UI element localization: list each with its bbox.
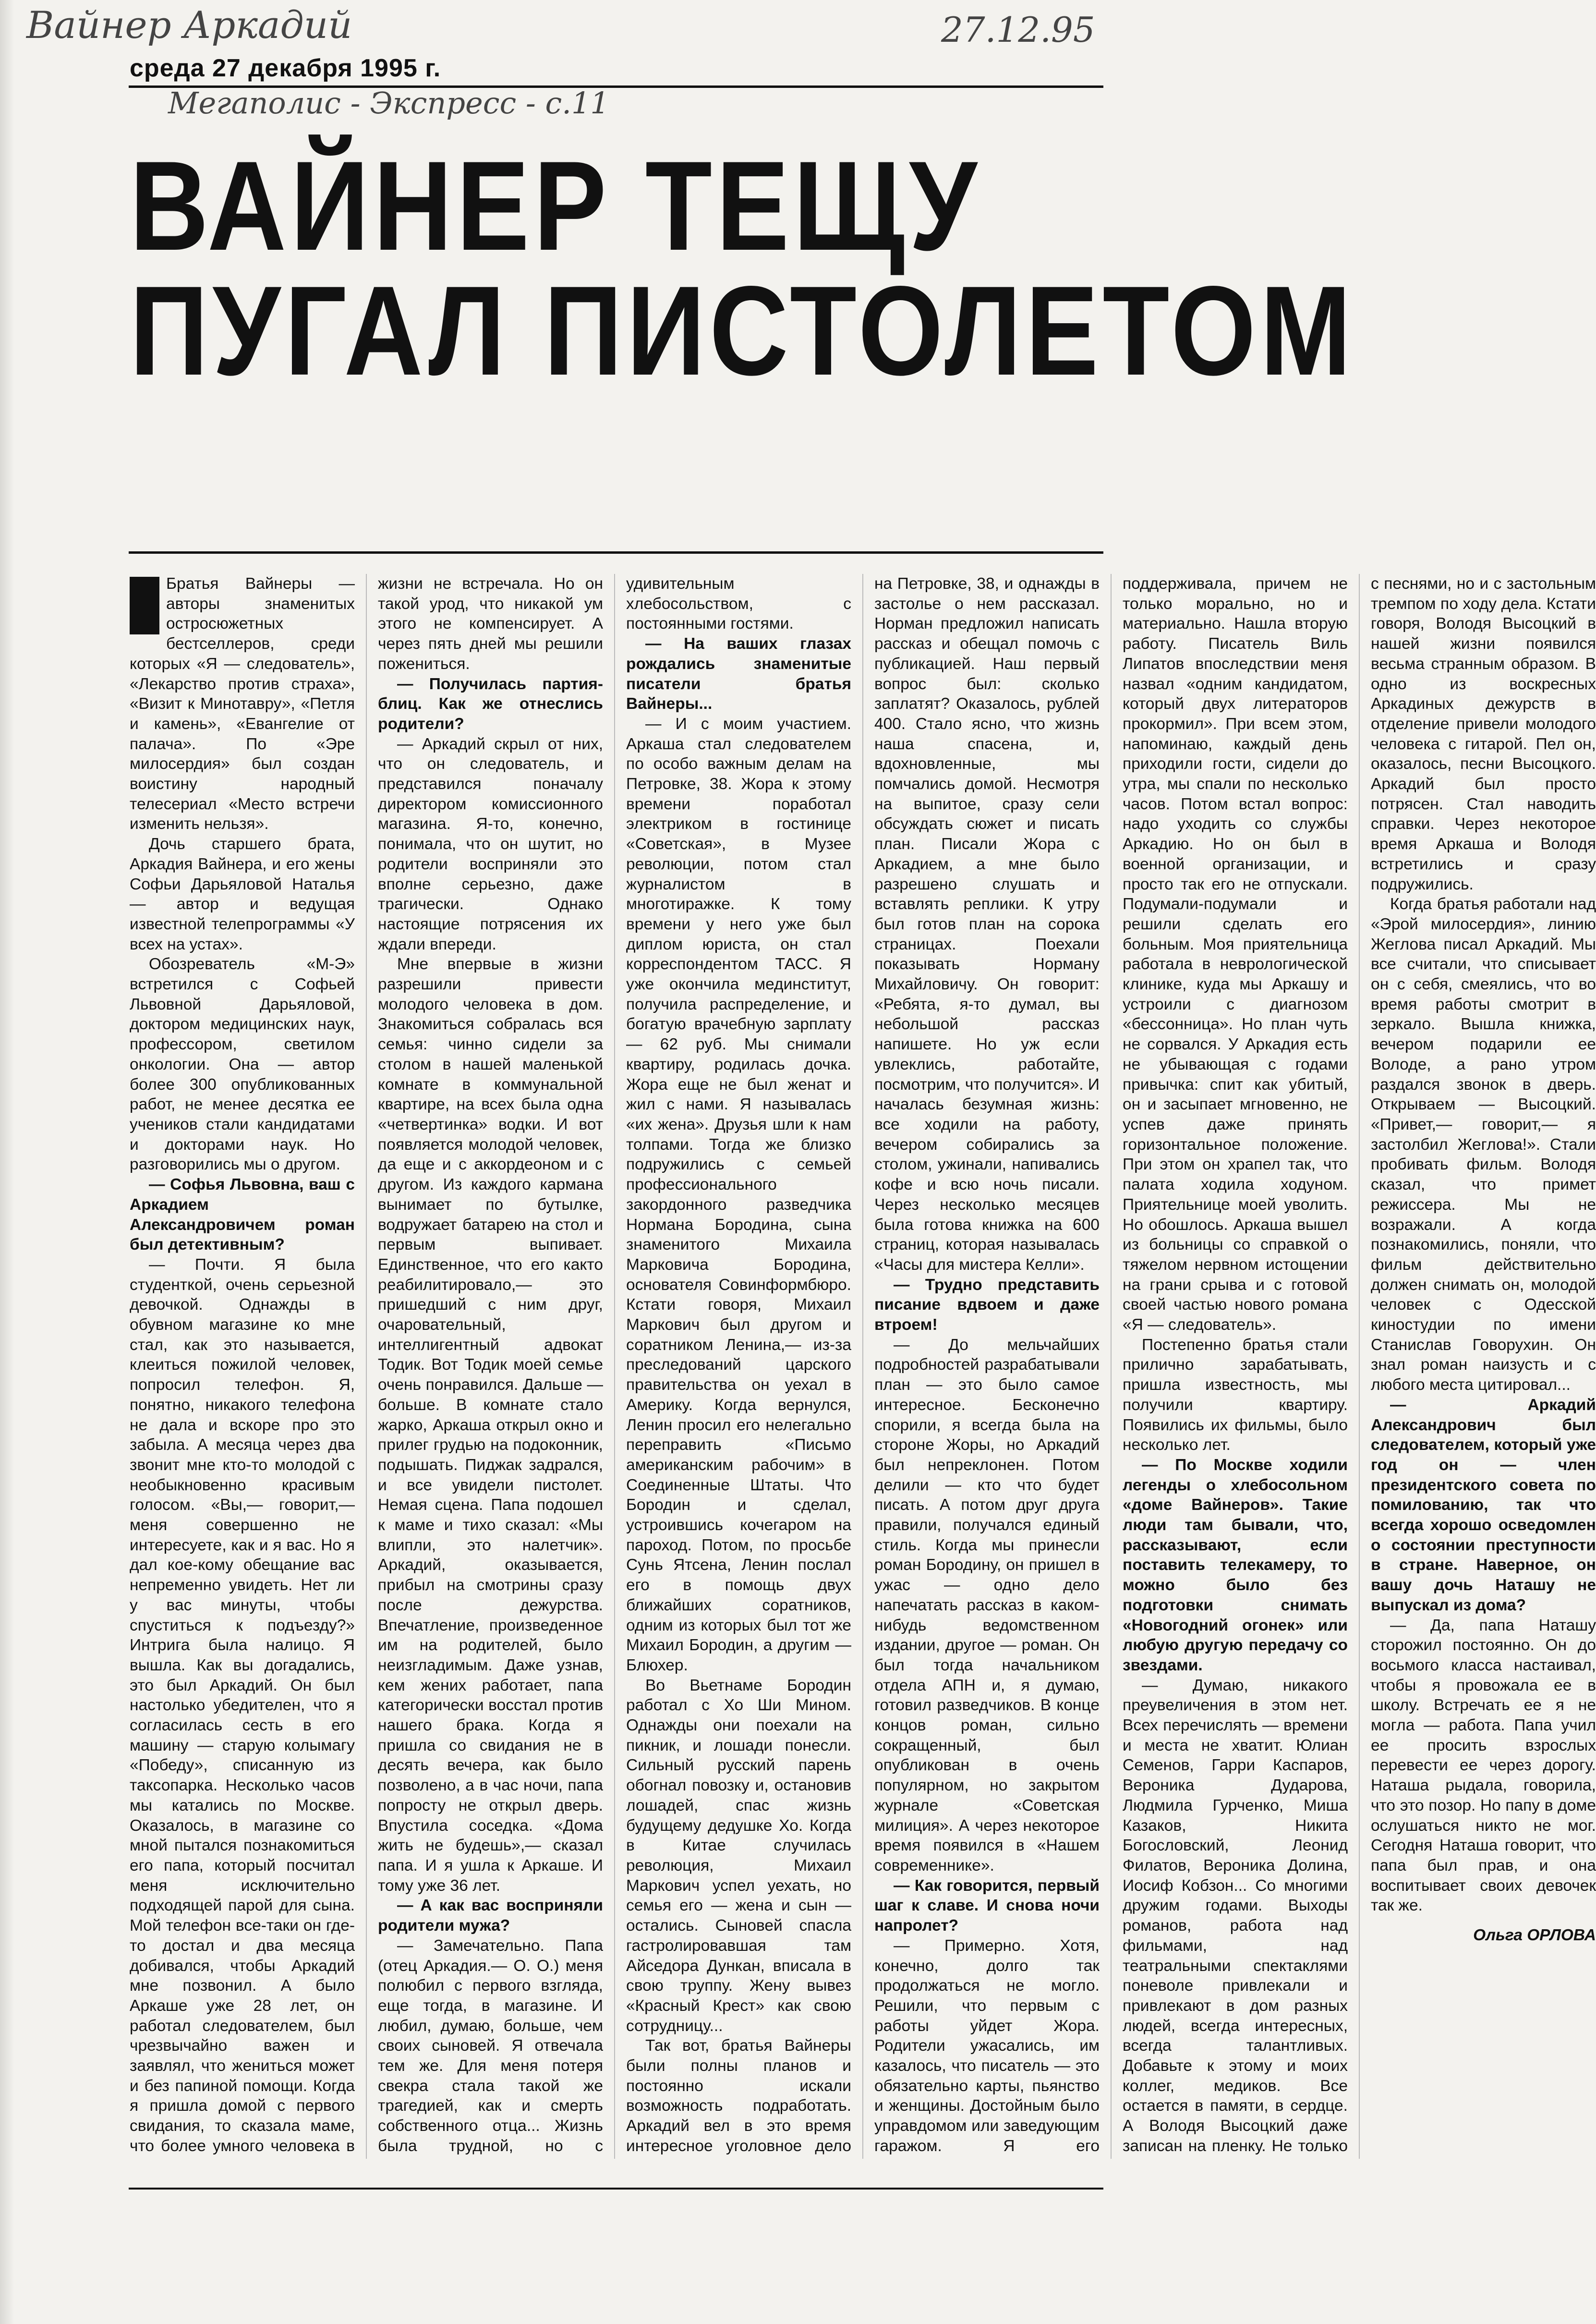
paragraph: — Думаю, никакого преувеличения в этом нет. Всех перечислять — времени и места не хватит. Юлиан Семенов, Гарри Каспаров, Вероника Дударова, Людмила Гурченко, Миша Казаков, Никита Богословский, Леонид Филатов, Вероника Долина, Иосиф Кобзон... Со многими дружим годами. Выходы романов, работа над фильмами, над театральными спектаклями поневоле привлекали и привлекают в дом разных людей, всегда интересных, всегда талантливых. Добавьте к этому и моих коллег, медиков. Все остается в памяти, в сердце. А Володя Высоцкий даже записан на пленку. Не только с песнями, но и с застольным тремпом по ходу дела. Кстати говоря, Володя Высоцкий в нашей жизни появился весьма странным образом. В одно из воскресных Аркадиных дежурств в отделение привели молодого человека с гитарой. Пел он, оказалось, песни Высоцкого. Аркадий был просто потрясен. Стал наводить справки. Через некоторое время Аркаша и Володя встретились и сразу подружились. xyxy=(1123,575,1596,2155)
paragraph: Во Вьетнаме Бородин работал с Хо Ши Мином. Однажды они поехали на пикник, и лошади понесли. Сильный русский парень обогнал повозку и, остановив лошадей, спас жизнь будущему дедушке Хо. Когда в Китае случилась революция, Михаил Маркович успел уехать, но семья его — жена и сын — остались. Сыновей спасла гастролировавшая там Айседора Дункан, вписала в свою труппу. Жену вывез «Красный Крест» как свою сотрудницу... xyxy=(626,1676,851,2035)
paragraph: Постепенно братья стали прилично зарабатывать, пришла известность, мы получили квартиру. Появились их фильмы, было несколько лет. xyxy=(1123,1336,1348,1454)
scan-edge xyxy=(0,0,14,2324)
author-byline: Ольга ОРЛОВА xyxy=(1473,1926,1596,1945)
paragraph: Мне впервые в жизни разрешили привести молодого человека в дом. Знакомиться собралась вся семья: чинно сидели за столом в нашей маленькой комнате в коммунальной квартире, на всех была одна «четвертинка» водки. И вот появляется молодой человек, да еще и с аккордеоном и с другом. Из каждого кармана вынимает по бутылке, водружает батарею на стол и первым выпивает. Единственное, что его както реабилитировало,— это пришедший с ним друг, очаровательный, интеллигентный адвокат Тодик. Вот Тодик моей семье очень понравился. Дальше — больше. В комнате стало жарко, Аркаша открыл окно и прилег грудью на подоконник, подышать. Пиджак задрался, и все увидели пистолет. Немая сцена. Папа подошел к маме и тихо сказал: «Мы влипли, это налетчик». Аркадий, оказывается, прибыл на смотрины сразу после дежурства. Впечатление, произведенное им на родителей, было неизгладимым. Даже узнав, кем жених работает, папа категорически восстал против нашего брака. Когда я пришла со свидания не в десять вечера, как было позволено, а в час ночи, папа попросту не открыл дверь. Впустила соседка. «Дома жить не будешь»,— сказал папа. И я ушла к Аркаше. И тому уже 36 лет. xyxy=(378,955,603,1895)
lead-paragraph: Братья Вайнеры — авторы знаменитых остросюжетных бестселлеров, среди которых «Я — следователь», «Лекарство против страха», «Визит к Минотавру», «Петля и камень», «Евангелие от палача». По «Эре милосердия» был создан воистину народный телесериал «Место встречи изменить нельзя». xyxy=(130,575,355,833)
question: — Аркадий Александрович был следователем, который уже год он — член президентского совета по помилованию, так что всегда хорошо осведомлен о состоянии преступности в стране. Наверное, он вашу дочь Наташу не выпускал из дома? xyxy=(1371,1396,1596,1614)
footer-rule xyxy=(129,2188,1103,2190)
question: — Трудно представить писание вдвоем и даже втроем! xyxy=(874,1276,1100,1334)
paragraph: Обозреватель «М-Э» встретился с Софьей Львовной Дарьяловой, доктором медицинских наук, профессором, светилом онкологии. Она — автор более 300 опубликованных работ, не менее десятка ее учеников стали кандидатами и докторами наук. Но разговорились мы о другом. xyxy=(130,955,355,1174)
headline-line-2: ПУГАЛ ПИСТОЛЕТОМ xyxy=(130,259,1355,402)
question: — А как вас восприняли родители мужа? xyxy=(378,1897,603,1935)
headline xyxy=(130,135,1355,402)
question: — Софья Львовна, ваш с Аркадием Александровичем роман был детективным? xyxy=(130,1176,355,1254)
handwritten-date: 27.12.95 xyxy=(941,10,1095,50)
question: — Как говорится, первый шаг к славе. И снова ночи напролет? xyxy=(874,1876,1100,1935)
handwritten-source: Мегаполис - Экспресс - с.11 xyxy=(168,85,609,121)
question: — На ваших глазах рождались знаменитые писатели братья Вайнеры... xyxy=(626,635,851,713)
paragraph: Когда братья работали над «Эрой милосердия», линию Жеглова писал Аркадий. Мы все считали, что списывает он с себя, смеялись, что во время работы смотрит в зеркало. Вышла книжка, вечером подарили ее Володе, а рано утром раздался звонок в дверь. Открываем — Высоцкий. «Привет,— говорит,— я застолбил Жеглова!». Стали пробивать фильм. Володя сказал, что примет режиссера. Мы не возражали. А когда познакомились, поняли, что фильм действительно должен снимать он, молодой человек с Одесской киностудии по имени Станислав Говорухин. Он знал роман наизусть и с любого места цитировал... xyxy=(1371,895,1596,1394)
handwritten-name: Вайнер Аркадий xyxy=(26,4,352,47)
question: — Получилась партия-блиц. Как же отнеслись родители? xyxy=(378,675,603,733)
paragraph: — Аркадий скрыл от них, что он следователь, и представился поначалу директором комиссионного магазина. Я-то, конечно, понимала, что он шутит, но родители восприняли это вполне серьезно, даже трагически. Однако настоящие потрясения их ждали впереди. xyxy=(378,735,603,953)
article-body xyxy=(130,574,1596,2159)
drop-cap-block xyxy=(130,577,159,634)
paragraph: — И с моим участием. Аркаша стал следователем по особо важным делам на Петровке, 38. Жора к этому времени поработал электриком в гостинице «Советская», в Музее революции, потом стал журналистом в многотиражке. К тому времени у него уже был диплом юриста, он стал корреспондентом ТАСС. Я уже окончила мединститут, получила распределение, и богатую врачебную зарплату — 62 руб. Мы снимали квартиру, родилась дочка. Жора еще не был женат и жил с нами. Я называлась «их жена». Друзья шли к нам толпами. Тогда же близко подружились с семьей профессионального закордонного разведчика Нормана Бородина, сына знаменитого Михаила Марковича Бородина, основателя Совинформбюро. Кстати говоря, Михаил Маркович был другом и соратником Ленина,— из-за преследований царского правительства он уехал в Америку. Когда вернулся, Ленин просил его нелегально переправить «Письмо американским рабочим» в Соединенные Штаты. Что Бородин и сделал, устроившись кочегаром на пароход. Потом, по просьбе Сунь Ятсена, Ленин послал его в помощь двух ближайших соратников, одним из которых был тот же Михаил Бородин, а другим — Блюхер. xyxy=(626,715,851,1674)
paragraph: — Примерно. Хотя, конечно, долго так продолжаться не могло. Решили, что первым с работы уйдет Жора. Родители ужасались, им казалось, что писатель — это обязательно карты, пьянство и женщины. Достойным было управдомом или заведующим гаражом. Я его поддерживала, причем не только морально, но и материально. Нашла вторую работу. Писатель Виль Липатов впоследствии меня назвал «одним кандидатом, который двух литераторов прокормил». При всем этом, напоминаю, каждый день приходили гости, сидели до утра, мы спали по несколько часов. Потом встал вопрос: надо уходить со службы Аркадию. Но он был в военной организации, и просто так его не отпускали. Подумали-подумали и решили сделать его больным. Моя приятельница работала в неврологической клинике, куда мы Аркашу и устроили с диагнозом «бессонница». Но план чуть не сорвался. У Аркадия есть не убывающая с годами привычка: спит как убитый, он и засыпает мгновенно, не успев даже принять горизонтальное положение. При этом он храпел так, что палата ходила ходуном. Приятельнице моей уволить. Но обошлось. Аркаша вышел из больницы со справкой о тяжелом нервном истощении на грани срыва и с готовой своей частью нового романа «Я — следователь». xyxy=(874,575,1348,2155)
paragraph: Так вот, братья Вайнеры были полны планов и постоянно искали возможность подработать. Аркадий вел в это время интересное уголовное дело на Петровке, 38, и однажды в застолье о нем рассказал. Норман предложил написать рассказ и обещал помочь с публикацией. Наш первый вопрос был: сколько заплатят? Оказалось, рублей 400. Стало ясно, что жизнь наша спасена, и, вдохновленные, мы помчались домой. Несмотря на выпитое, сразу сели обсуждать сюжет и писать план. Писали Жора с Аркадием, а мне было разрешено слушать и вставлять реплики. К утру был готов план на сорока страницах. Поехали показывать Норману Михайловичу. Он говорит: «Ребята, я-то думал, вы небольшой рассказ напишете. Но уж если увлеклись, работайте, посмотрим, что получится». И началась безумная жизнь: все ходили на работу, вечером собирались за столом, ужинали, напивались кофе и всю ночь писали. Через несколько месяцев была готова книжка на 600 страниц, которая называлась «Часы для мистера Келли». xyxy=(626,575,1100,2155)
question: — По Москве ходили легенды о хлебосольном «доме Вайнеров». Такие люди там бывали, что, рассказывают, если поставить телекамеру, то можно было без подготовки снимать «Новогодний огонек» или любую другую передачу со звездами. xyxy=(1123,1456,1348,1674)
headline-rule xyxy=(129,551,1103,554)
paragraph: — Почти. Я была студенткой, очень серьезной девочкой. Однажды в обувном магазине ко мне стал, как это называется, клеиться пожилой человек, попросил телефон. Я, понятно, никакого телефона не дала и вскоре про это забыла. А месяца через два звонит мне кто-то молодой с необыкновенно красивым голосом. «Вы,— говорит,— меня совершенно не интересуете, как и я вас. Но я дал кое-кому обещание вас непременно увидеть. Нет ли у вас минуты, чтобы спуститься к подъезду?» Интрига была налицо. Я вышла. Как вы догадались, это был Аркадий. Он был настолько убедителен, что я согласилась сесть в его машину — старую колымагу «Победу», списанную из таксопарка. Несколько часов мы катались по Москве. Оказалось, в магазине со мной пытался познакомиться его папа, который посчитал меня исключительно подходящей парой для сына. Мой телефон все-таки он где-то достал и два месяца добивался, чтобы Аркадий мне позвонил. А было Аркаше уже 28 лет, он работал следователем, был чрезвычайно важен и заявлял, что жениться может и без папиной помощи. Когда я пришла домой с первого свидания, то сказала маме, что более умного человека в жизни не встречала. Но он такой урод, что никакой ум этого не компенсирует. А через пять дней мы решили пожениться. xyxy=(130,575,603,2155)
paragraph: — Замечательно. Папа (отец Аркадия.— О. О.) меня полюбил с первого взгляда, еще тогда, в магазине. И любил, думаю, больше, чем своих сыновей. Я отвечала тем же. Для меня потеря свекра стала такой же трагедией, как и смерть собственного отца... Жизнь была трудной, но с удивительным хлебосольством, с постоянными гостями. xyxy=(378,575,851,2155)
paragraph: — Да, папа Наташу сторожил постоянно. Он до восьмого класса настаивал, чтобы я провожала ее в школу. Встречать ее я не могла — работа. Папа учил ее просить взрослых перевести ее через дорогу. Наташа рыдала, говорила, что это позор. Но папу в доме ослушаться никто не мог. Сегодня Наташа говорит, что папа был прав, и она воспитывает своих девочек так же. xyxy=(1371,1616,1596,1915)
issue-date: среда 27 декабря 1995 г. xyxy=(130,54,441,82)
headline-line-1: ВАЙНЕР ТЕЩУ xyxy=(130,135,981,277)
paragraph: — До мельчайших подробностей разрабатывали план — это было самое интересное. Бесконечно спорили, я всегда была на стороне Жоры, но Аркадий был непреклонен. Потом делили — кто что будет писать. А потом друг друга правили, получался единый стиль. Когда мы принесли роман Бородину, он пришел в ужас — одно дело напечатать рассказ в каком-нибудь ведомственном издании, другое — роман. Он был тогда начальником отдела АПН и, я думаю, готовил разведчиков. В конце концов роман, сильно сокращенный, был опубликован в очень популярном, но закрытом журнале «Советская милиция». А через некоторое время появился в «Нашем современнике». xyxy=(874,1336,1100,1874)
paragraph: Дочь старшего брата, Аркадия Вайнера, и его жены Софьи Дарьяловой Наталья — автор и ведущая известной телепрограммы «У всех на устах». xyxy=(130,835,355,953)
